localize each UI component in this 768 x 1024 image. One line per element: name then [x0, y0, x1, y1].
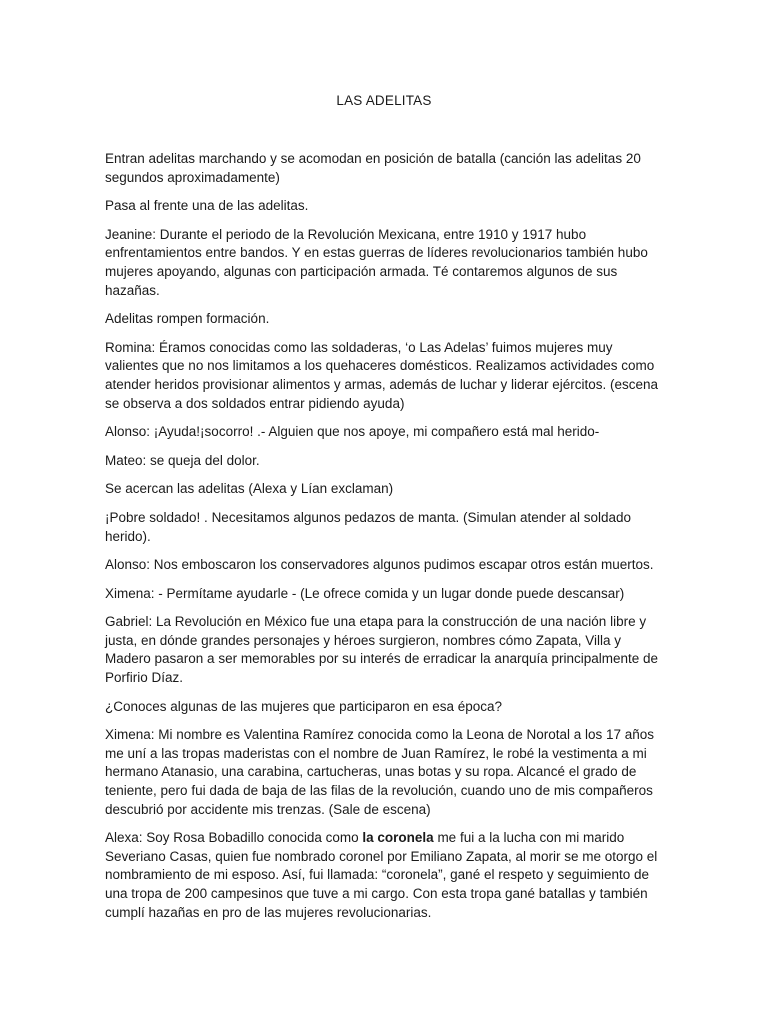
paragraph-poor-soldier: ¡Pobre soldado! . Necesitamos algunos pedazos de manta. (Simulan atender al soldado herido).: [105, 509, 632, 544]
document-title: LAS ADELITAS: [336, 93, 432, 108]
paragraph-alexa-text-end: me fui a la lucha con mi marido Severiano Casas, quien fue nombrado coronel por Emiliano Zapata, al morir se me otorgo el nombramiento de mi esposo. Así, fui llamada: “coronela”, gané el respeto y seguimiento de una tropa de 200 campesinos que tuve a mi cargo. Con esta tropa gané batallas y también cumplí hazañas en pro de las mujeres revolucionarias.: [105, 830, 658, 920]
paragraph-stage-direction-entrance: Entran adelitas marchando y se acomodan en posición de batalla (canción las adelitas 20 segundos aproximadamente): [105, 151, 641, 185]
paragraph-jeanine: Jeanine: Durante el periodo de la Revolución Mexicana, entre 1910 y 1917 hubo enfrentamientos entre bandos. Y en estas guerras de líderes revolucionarios también hubo mujeres apoyando, algunas con participación armada. Té contaremos algunos de sus hazañas.: [105, 226, 648, 298]
paragraph-ximena-help: Ximena: - Permítame ayudarle - (Le ofrece comida y un lugar donde puede descansar): [105, 585, 625, 601]
paragraph-alexa-text-start: Alexa: Soy Rosa Bobadillo conocida como: [105, 830, 363, 846]
paragraph-ximena-valentina: Ximena: Mi nombre es Valentina Ramírez conocida como la Leona de Norotal a los 17 años me uní a las tropas maderistas con el nombre de Juan Ramírez, le robé la vestimenta a mi hermano Atanasio, una carabina, cartucheras, unas botas y su ropa. Alcancé el grado de teniente, pero fui dada de baja de las filas de la revolución, cuando uno de mis compañeros descubrió por accidente mis trenzas. (Sale de escena): [105, 727, 655, 817]
paragraph-gabriel: Gabriel: La Revolución en México fue una etapa para la construcción de una nación libre y justa, en dónde grandes personajes y héroes surgieron, nombres cómo Zapata, Villa y Madero pasaron a ser memorables por su interés de erradicar la anarquía principalmente de Porfirio Díaz.: [105, 614, 659, 686]
bold-phrase-la-coronela: la coronela: [362, 830, 434, 846]
document-body: [105, 150, 665, 922]
paragraph-alexa: [105, 829, 665, 922]
paragraph-romina: Romina: Éramos conocidas como las soldaderas, ‘o Las Adelas’ fuimos mujeres muy valientes que no nos limitamos a los quehaceres domésticos. Realizamos actividades como atender heridos provisionar alimentos y armas, además de luchar y liderar ejércitos. (escena se observa a dos soldados entrar pidiendo ayuda): [105, 339, 659, 411]
paragraph-stage-direction-front: Pasa al frente una de las adelitas.: [105, 198, 309, 214]
paragraph-question: ¿Conoces algunas de las mujeres que participaron en esa época?: [105, 698, 502, 714]
paragraph-mateo: Mateo: se queja del dolor.: [105, 452, 260, 468]
paragraph-alonso-ambush: Alonso: Nos emboscaron los conservadores algunos pudimos escapar otros están muertos.: [105, 557, 654, 573]
paragraph-stage-direction-break: Adelitas rompen formación.: [105, 311, 270, 327]
paragraph-alonso-help: Alonso: ¡Ayuda!¡socorro! .- Alguien que nos apoye, mi compañero está mal herido-: [105, 424, 600, 440]
paragraph-stage-direction-approach: Se acercan las adelitas (Alexa y Lían exclaman): [105, 481, 394, 497]
